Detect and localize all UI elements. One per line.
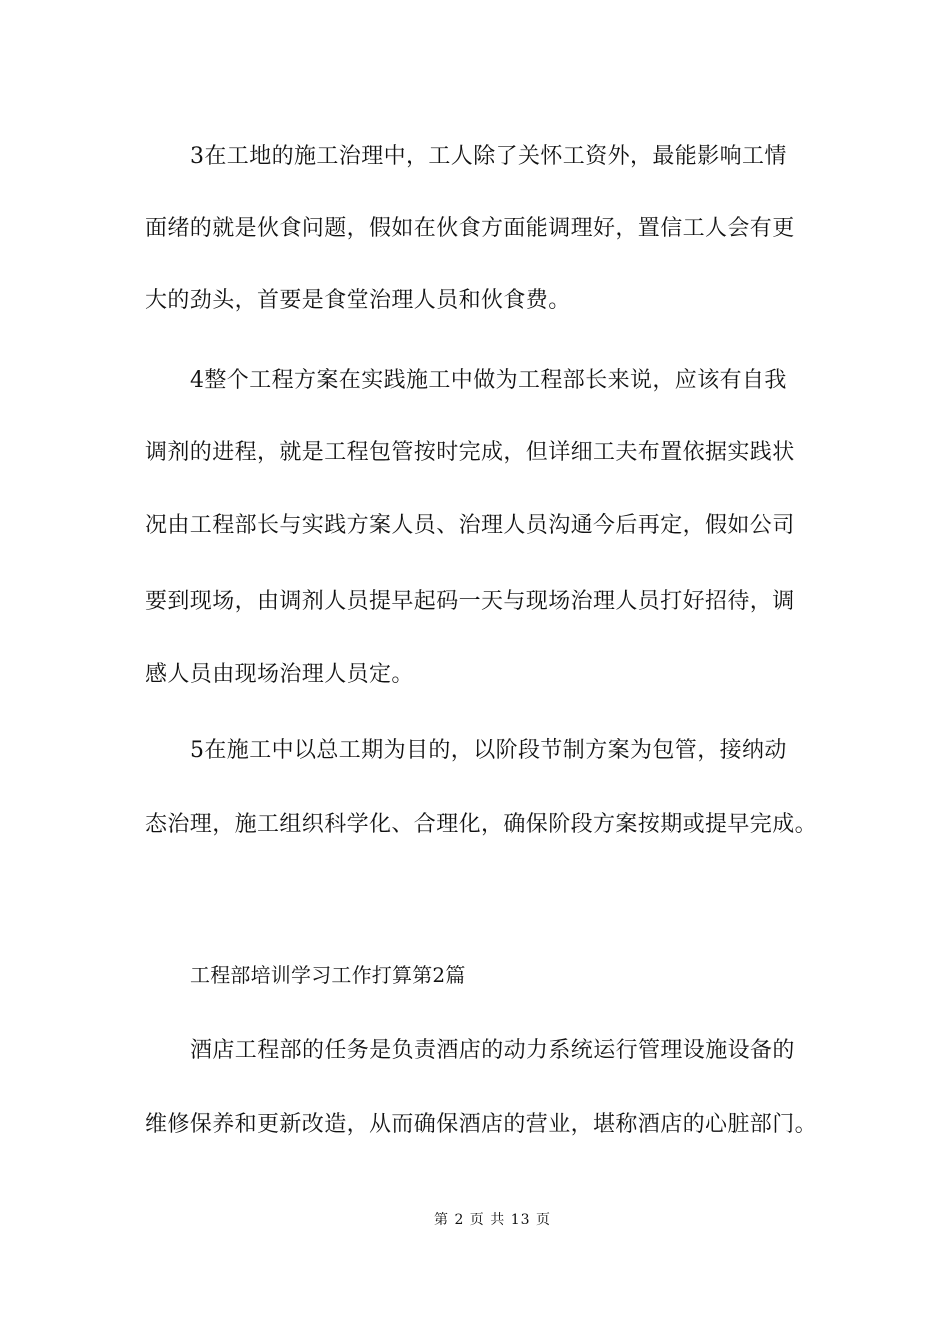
paragraph-4-line-5: 感人员由现场治理人员定。 xyxy=(145,662,414,687)
paragraph-hotel-line-2: 维修保养和更新改造，从而确保酒店的营业，堪称酒店的心脏部门。 xyxy=(145,1112,818,1137)
paragraph-hotel-line-1: 酒店工程部的任务是负责酒店的动力系统运行管理设施设备的 xyxy=(190,1038,795,1063)
section-heading: 工程部培训学习工作打算第2篇 xyxy=(190,963,466,987)
page-footer xyxy=(0,1210,950,1230)
paragraph-3-line-3: 大的劲头，首要是食堂治理人员和伙食费。 xyxy=(145,288,571,313)
paragraph-5-line-2: 态治理，施工组织科学化、合理化，确保阶段方案按期或提早完成。 xyxy=(145,812,818,837)
page-number-label: 第 2 页 共 13 页 xyxy=(434,1212,551,1228)
paragraph-4-line-3: 况由工程部长与实践方案人员、治理人员沟通今后再定，假如公司 xyxy=(145,513,795,538)
paragraph-3-line-2: 面绪的就是伙食问题，假如在伙食方面能调理好，置信工人会有更 xyxy=(145,216,795,241)
paragraph-3-line-1: 3在工地的施工治理中，工人除了关怀工资外，最能影响工情 xyxy=(190,144,787,169)
paragraph-4-line-1: 4整个工程方案在实践施工中做为工程部长来说，应该有自我 xyxy=(190,368,787,393)
paragraph-4-line-4: 要到现场，由调剂人员提早起码一天与现场治理人员打好招待，调 xyxy=(145,589,795,614)
paragraph-4-line-2: 调剂的进程，就是工程包管按时完成，但详细工夫布置依据实践状 xyxy=(145,440,795,465)
paragraph-5-line-1: 5在施工中以总工期为目的，以阶段节制方案为包管，接纳动 xyxy=(190,738,787,763)
